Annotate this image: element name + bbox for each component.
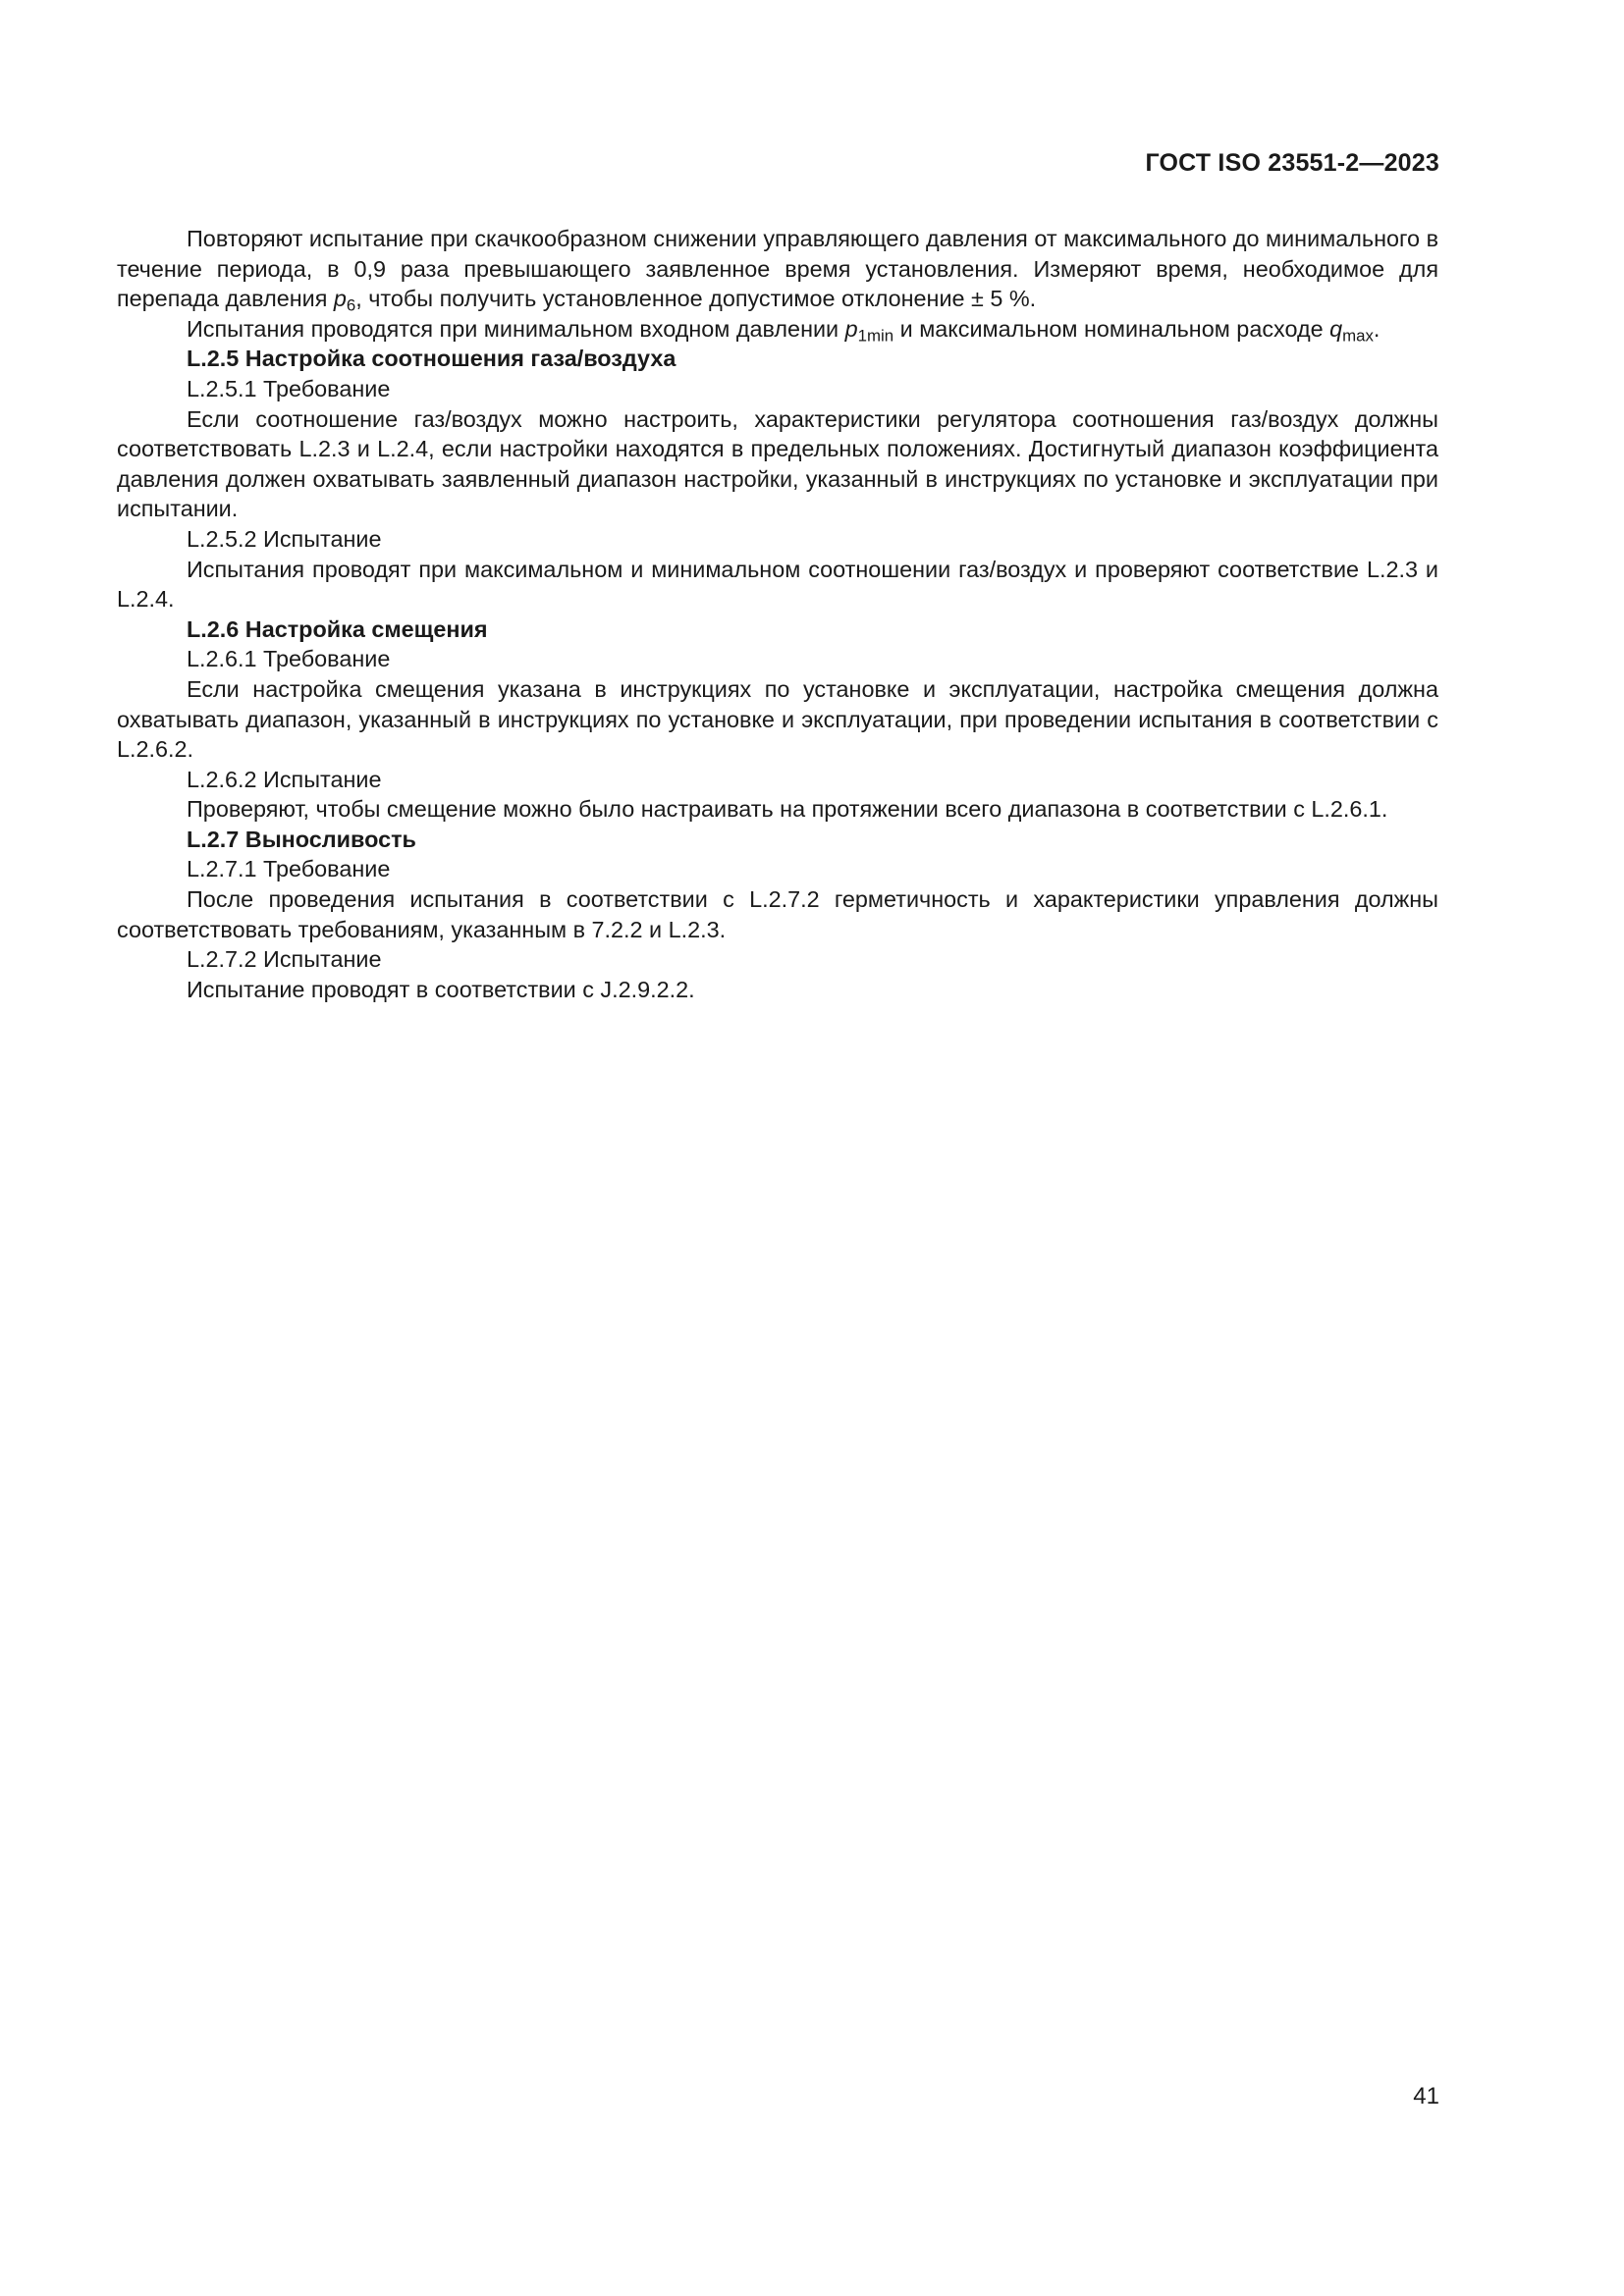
paragraph-text: , чтобы получить установленное допустимое отклонение ± 5 %. (355, 286, 1037, 312)
subsection-heading-l262: L.2.6.2 Испытание (187, 766, 382, 792)
paragraph-test-conditions (117, 314, 1438, 345)
paragraph-text: . (1373, 315, 1380, 342)
symbol-p: p (844, 315, 858, 342)
paragraph-l252: Испытания проводят при максимальном и минимальном соотношении газ/воздух и проверяют соответствие L.2.3 и L.2.4. (117, 556, 1438, 613)
subscript: 6 (346, 295, 356, 315)
section-heading-l26: L.2.6 Настройка смещения (187, 615, 488, 642)
subsection-heading-l261: L.2.6.1 Требование (187, 646, 391, 672)
paragraph-l271: После проведения испытания в соответствии с L.2.7.2 герметичность и характеристики управления должны соответствовать требованиям, указанным в 7.2.2 и L.2.3. (117, 886, 1438, 942)
subscript: 1min (857, 326, 894, 346)
symbol-p: p (333, 286, 347, 312)
page-body (117, 224, 1438, 1004)
section-heading-l27: L.2.7 Выносливость (187, 826, 416, 852)
symbol-q: q (1329, 315, 1343, 342)
section-heading-l25: L.2.5 Настройка соотношения газа/воздуха (187, 346, 677, 372)
subscript: max (1342, 326, 1374, 346)
paragraph-l272: Испытание проводят в соответствии с J.2.9.2.2. (187, 976, 695, 1002)
subsection-heading-l272: L.2.7.2 Испытание (187, 946, 382, 973)
subsection-heading-l252: L.2.5.2 Испытание (187, 525, 382, 552)
paragraph-l261: Если настройка смещения указана в инструкциях по установке и эксплуатации, настройка смещения должна охватывать диапазон, указанный в инструкциях по установке и эксплуатации, при проведении испытания в соответствии с L.2.6.2. (117, 675, 1438, 763)
paragraph-l262: Проверяют, чтобы смещение можно было настраивать на протяжении всего диапазона в соответствии с L.2.6.1. (187, 796, 1388, 823)
page-number: 41 (1413, 2083, 1439, 2109)
subsection-heading-l251: L.2.5.1 Требование (187, 375, 391, 401)
paragraph-text: и максимальном номинальном расходе (893, 315, 1330, 342)
paragraph-text: Испытания проводятся при минимальном входном давлении (187, 315, 845, 342)
document-header-standard-id: ГОСТ ISO 23551-2—2023 (1145, 149, 1439, 177)
paragraph-step-test (117, 224, 1438, 314)
paragraph-text: Повторяют испытание при скачкообразном снижении управляющего давления от максимального до минимального в течение периода, в 0,9 раза превышающего заявленное время установления. Измеряют время, необходимое для перепада давления (117, 226, 1438, 312)
subsection-heading-l271: L.2.7.1 Требование (187, 856, 391, 882)
paragraph-l251: Если соотношение газ/воздух можно настроить, характеристики регулятора соотношения газ/воздух должны соответствовать L.2.3 и L.2.4, если настройки находятся в предельных положениях. Достигнутый диапазон коэффициента давления должен охватывать заявленный диапазон настройки, указанный в инструкциях по установке и эксплуатации при испытании. (117, 405, 1438, 522)
